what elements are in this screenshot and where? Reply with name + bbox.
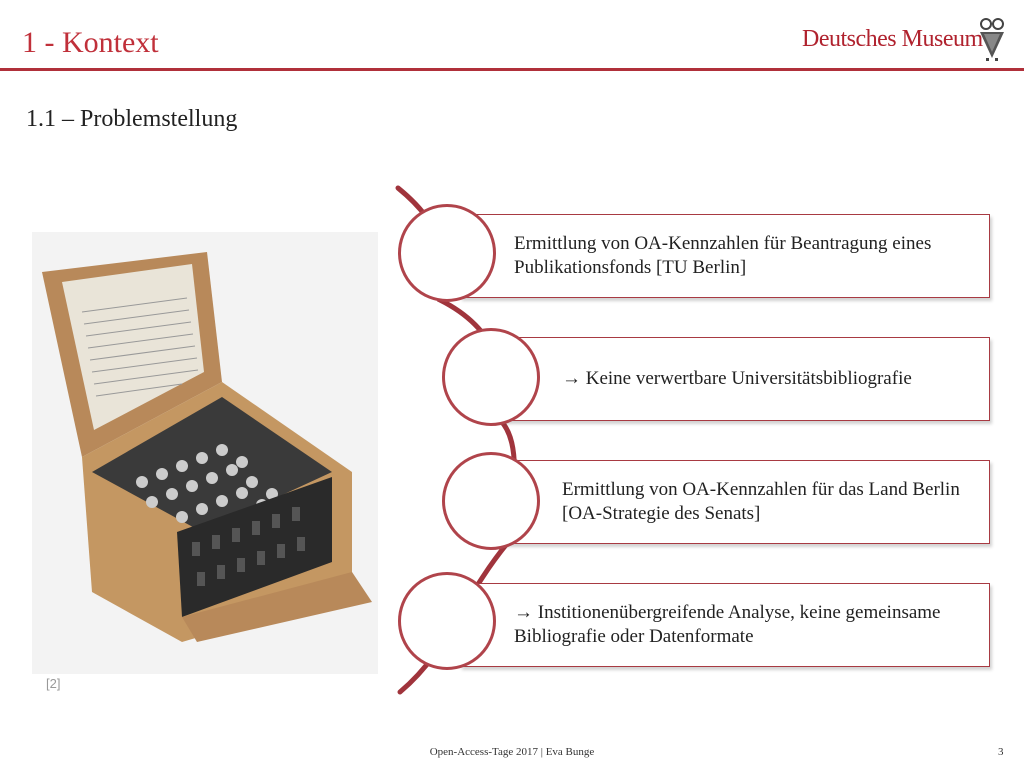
step-box-4: [460, 583, 990, 667]
header-divider: [0, 68, 1024, 71]
footer-text: Open-Access-Tage 2017 | Eva Bunge: [429, 746, 595, 758]
section-subtitle: 1.1 – Problemstellung: [26, 106, 238, 132]
deutsches-museum-logo-text: Deutsches Museum: [802, 26, 983, 52]
enigma-machine-image: [32, 232, 378, 674]
step-circle-3: [442, 452, 540, 550]
step-box-3: [500, 460, 990, 544]
step-circle-4: [398, 572, 496, 670]
page-number: 3: [998, 746, 1004, 758]
image-reference: [2]: [46, 676, 61, 691]
step-box-2: [500, 337, 990, 421]
step-text-2: → Keine verwertbare Universitätsbibliografie: [562, 368, 912, 390]
step-circle-2: [442, 328, 540, 426]
step-text-4: → Institionenübergreifende Analyse, keine gemeinsame Bibliografie oder Datenformate: [514, 602, 941, 647]
step-box-1: [460, 214, 990, 298]
process-diagram: [380, 180, 1000, 700]
step-text-3: Ermittlung von OA-Kennzahlen für das Land Berlin [OA-Strategie des Senats]: [562, 479, 960, 524]
step-text-1: Ermittlung von OA-Kennzahlen für Beantragung eines Publikationsfonds [TU Berlin]: [514, 233, 932, 278]
slide-title: 1 - Kontext: [22, 26, 159, 59]
step-circle-1: [398, 204, 496, 302]
owl-logo-icon: [978, 18, 1006, 62]
